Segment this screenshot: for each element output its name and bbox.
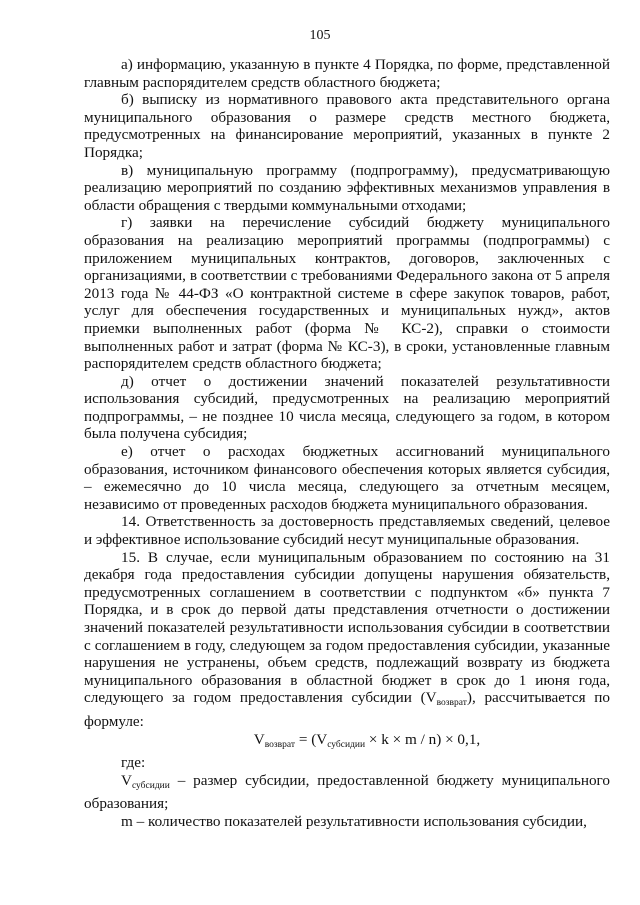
definitions-intro: где:: [121, 754, 146, 772]
paragraph-15-tail: ), рассчитывается по формуле:: [84, 689, 610, 730]
return-formula: [84, 731, 610, 755]
paragraph-d: д) отчет о достижении значений показателей результативности использования субсидий, предусмотренных на реализацию мероприятий подпрограммы, – не позднее 10 числа месяца, следующего за годом, в котором была получена субсидия;: [84, 372, 610, 443]
paragraph-b: б) выписку из нормативного правового акта представительного органа муниципального образования о размере средств местного бюджета, предусмотренных на финансирование мероприятий, указанных в пункте 2 Порядка;: [84, 91, 610, 161]
paragraph-g: г) заявки на перечисление субсидий бюджету муниципального образования на реализацию мероприятий программы (подпрограммы) с приложением муниципальных контрактов, договоров, заключенных с организациями, в соответствии с требованиями Федерального закона от 5 апреля 2013 года № 44-ФЗ «О контрактной системе в сфере закупок товаров, работ, услуг для обеспечения государственных и муниципальных нужд», актов приемки выполненных работ (форма № КС-2), справки о стоимости выполненных работ и затрат (форма № КС-3), в сроки, установленные главным распорядителем средств областного бюджета;: [84, 214, 610, 373]
paragraph-15-text: 15. В случае, если муниципальным образованием по состоянию на 31 декабря года предоставления субсидии допущены нарушения обязательств, предусмотренных соглашением в соответствии с подпунктом «б» пункта 7 Порядка, и в срок до первой даты представления отчетности о достижении значений показателей результативности использования субсидии в соответствии с соглашением в году, следующем за годом предоставления субсидии, указанные нарушения не устранены, объем средств, подлежащий возврату из бюджета муниципального образования в областной бюджет в срок до 1 июня года, следующего за годом предоставления субсидии (V: [84, 548, 610, 707]
formula-rest: × k × m / n) × 0,1,: [365, 730, 481, 748]
definition-vsubsidy: [84, 772, 610, 813]
document-body: [84, 56, 610, 831]
paragraph-v: в) муниципальную программу (подпрограмму), предусматривающую реализацию мероприятий по созданию эффективных механизмов управления в области обращения с твердыми коммунальными отходами;: [84, 161, 610, 214]
formula-v: V: [253, 730, 265, 748]
paragraph-e: е) отчет о расходах бюджетных ассигнований муниципального образования, источником финансового обеспечения которых является субсидия, – ежемесячно до 10 числа месяца, следующего за отчетным месяцем, независимо от проведенных расходов бюджета муниципального образования.: [84, 443, 610, 513]
formula-rhs-subscript: субсидии: [327, 739, 366, 750]
paragraph-15: [84, 549, 610, 731]
paragraph-14: 14. Ответственность за достоверность представляемых сведений, целевое и эффективное использование субсидий несут муниципальные образования.: [84, 513, 610, 549]
definition-v: V: [121, 771, 132, 789]
page-number: 105: [309, 28, 331, 43]
definition-subscript: субсидии: [131, 780, 170, 791]
definition-m: m – количество показателей результативности использования субсидии,: [121, 812, 587, 830]
formula-lhs-subscript: возврат: [264, 739, 296, 750]
definition-vsubsidy-text: – размер субсидии, предоставленной бюджету муниципального образования;: [84, 771, 610, 813]
paragraph-a: а) информацию, указанную в пункте 4 Порядка, по форме, представленной главным распорядителем средств областного бюджета;: [84, 56, 610, 91]
formula-equals: = (V: [295, 730, 328, 748]
paragraph-15-subscript: возврат: [436, 698, 467, 709]
